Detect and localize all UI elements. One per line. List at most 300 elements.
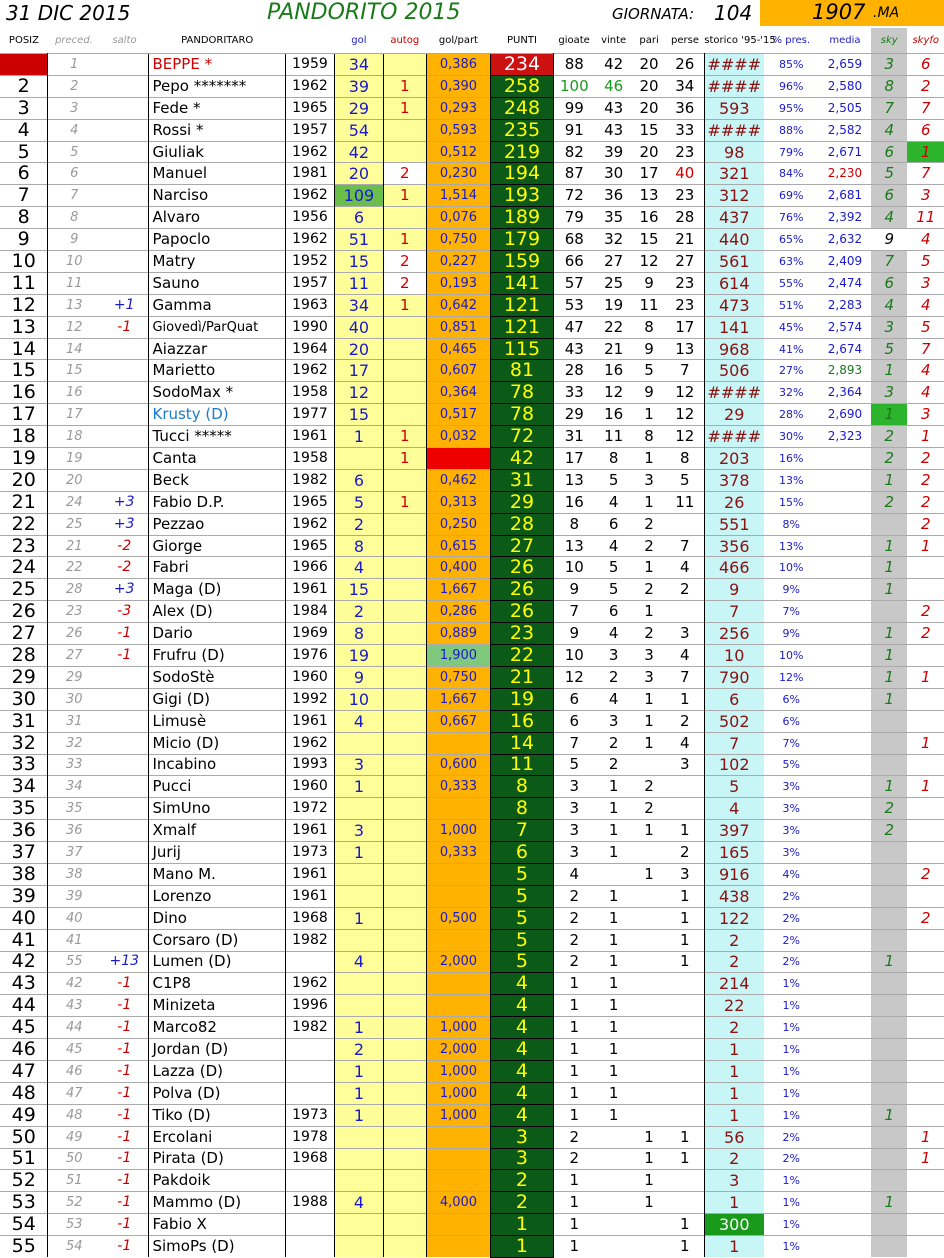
table-row[interactable]	[0, 1170, 944, 1192]
draws-cell: 1	[632, 557, 665, 579]
losses-cell: 3	[666, 754, 705, 776]
average-cell: 2,283	[819, 294, 871, 316]
table-row[interactable]	[0, 863, 944, 885]
rank-change-cell	[100, 207, 149, 229]
player-name-cell: Maga (D)	[149, 579, 285, 601]
col-header: gol	[351, 35, 367, 46]
own-goals-cell	[383, 207, 426, 229]
goals-cell: 8	[334, 623, 383, 645]
goals-cell: 8	[334, 535, 383, 557]
games-played-cell: 8	[553, 513, 595, 535]
goals-cell: 10	[334, 688, 383, 710]
wins-cell: 3	[595, 710, 633, 732]
table-row[interactable]	[0, 272, 944, 294]
goals-per-game-cell	[426, 1148, 491, 1170]
games-played-cell: 79	[553, 207, 595, 229]
historic-rank-cell: 2	[704, 1148, 763, 1170]
points-cell: 4	[491, 995, 554, 1017]
goals-cell: 9	[334, 666, 383, 688]
own-goals-cell	[383, 1039, 426, 1061]
ma-value: 1907	[812, 0, 866, 24]
player-name-cell: Pezzao	[149, 513, 285, 535]
historic-rank-cell: 397	[704, 820, 763, 842]
own-goals-cell	[383, 688, 426, 710]
historic-rank-cell: 214	[704, 973, 763, 995]
table-row[interactable]	[0, 666, 944, 688]
player-name-cell: Rossi *	[149, 119, 285, 141]
player-name-cell: Frufru (D)	[149, 645, 285, 667]
presence-pct-cell: 1%	[764, 1039, 819, 1061]
own-goals-cell	[383, 1104, 426, 1126]
sky-cell: 4	[871, 207, 907, 229]
points-cell: 179	[491, 229, 554, 251]
rank-change-cell: -3	[100, 601, 149, 623]
sky-cell: 1	[871, 666, 907, 688]
player-name-cell: Canta	[149, 448, 285, 470]
birth-year-cell: 1962	[285, 513, 334, 535]
table-row[interactable]	[0, 185, 944, 207]
points-cell: 19	[491, 688, 554, 710]
position-cell: 28	[0, 645, 48, 667]
average-cell: 2,392	[819, 207, 871, 229]
historic-rank-cell: 300	[704, 1214, 763, 1236]
skyfo-cell	[907, 1039, 944, 1061]
own-goals-cell	[383, 1060, 426, 1082]
games-played-cell: 2	[553, 1148, 595, 1170]
table-row[interactable]	[0, 951, 944, 973]
own-goals-cell: 1	[383, 97, 426, 119]
draws-cell: 1	[632, 491, 665, 513]
skyfo-cell: 3	[907, 185, 944, 207]
own-goals-cell: 2	[383, 272, 426, 294]
table-row[interactable]	[0, 97, 944, 119]
position-cell: 6	[0, 163, 48, 185]
position-cell: 39	[0, 885, 48, 907]
table-row[interactable]	[0, 448, 944, 470]
losses-cell: 34	[666, 75, 705, 97]
presence-pct-cell: 7%	[764, 601, 819, 623]
losses-cell: 4	[666, 732, 705, 754]
table-row[interactable]	[0, 995, 944, 1017]
points-cell: 14	[491, 732, 554, 754]
col-header: PUNTI	[507, 35, 537, 46]
skyfo-cell	[907, 1192, 944, 1214]
table-row[interactable]	[0, 251, 944, 273]
rank-change-cell	[100, 842, 149, 864]
birth-year-cell: 1961	[285, 863, 334, 885]
table-row[interactable]	[0, 513, 944, 535]
losses-cell	[666, 1082, 705, 1104]
birth-year-cell: 1990	[285, 316, 334, 338]
goals-per-game-cell: 0,750	[426, 666, 491, 688]
position-cell: 31	[0, 710, 48, 732]
table-row[interactable]	[0, 1104, 944, 1126]
table-row[interactable]	[0, 1148, 944, 1170]
points-cell: 81	[491, 360, 554, 382]
sheet-header	[0, 0, 944, 30]
draws-cell: 5	[632, 360, 665, 382]
wins-cell: 2	[595, 732, 633, 754]
birth-year-cell: 1976	[285, 645, 334, 667]
own-goals-cell	[383, 141, 426, 163]
points-cell: 23	[491, 623, 554, 645]
presence-pct-cell: 15%	[764, 491, 819, 513]
rank-change-cell	[100, 666, 149, 688]
table-row[interactable]	[0, 1039, 944, 1061]
sky-cell: 1	[871, 579, 907, 601]
losses-cell: 3	[666, 623, 705, 645]
table-row[interactable]	[0, 885, 944, 907]
presence-pct-cell: 51%	[764, 294, 819, 316]
player-name-cell: Lorenzo	[149, 885, 285, 907]
own-goals-cell	[383, 338, 426, 360]
historic-rank-cell: 2	[704, 929, 763, 951]
points-cell: 5	[491, 885, 554, 907]
draws-cell: 2	[632, 513, 665, 535]
goals-per-game-cell	[426, 1236, 491, 1258]
sky-cell: 1	[871, 404, 907, 426]
rank-change-cell	[100, 75, 149, 97]
points-cell: 42	[491, 448, 554, 470]
table-row[interactable]	[0, 1214, 944, 1236]
table-row[interactable]	[0, 1126, 944, 1148]
previous-position-cell: 38	[48, 863, 100, 885]
table-row[interactable]	[0, 75, 944, 97]
player-name-cell: Pirata (D)	[149, 1148, 285, 1170]
table-row[interactable]	[0, 907, 944, 929]
goals-cell: 4	[334, 710, 383, 732]
table-row[interactable]	[0, 776, 944, 798]
losses-cell	[666, 513, 705, 535]
col-header: vinte	[601, 35, 627, 46]
losses-cell: 8	[666, 448, 705, 470]
rank-change-cell: +3	[100, 513, 149, 535]
average-cell	[819, 557, 871, 579]
average-cell	[819, 951, 871, 973]
rank-change-cell: -1	[100, 1060, 149, 1082]
table-row[interactable]	[0, 382, 944, 404]
draws-cell: 20	[632, 75, 665, 97]
average-cell: 2,893	[819, 360, 871, 382]
average-cell	[819, 1192, 871, 1214]
rank-change-cell	[100, 404, 149, 426]
position-cell: 44	[0, 995, 48, 1017]
table-row[interactable]	[0, 535, 944, 557]
rank-change-cell	[100, 710, 149, 732]
points-cell: 5	[491, 863, 554, 885]
presence-pct-cell: 9%	[764, 579, 819, 601]
wins-cell: 4	[595, 623, 633, 645]
wins-cell: 16	[595, 404, 633, 426]
table-row[interactable]	[0, 732, 944, 754]
table-row[interactable]	[0, 491, 944, 513]
skyfo-cell	[907, 929, 944, 951]
table-row[interactable]	[0, 316, 944, 338]
skyfo-cell	[907, 842, 944, 864]
previous-position-cell: 50	[48, 1148, 100, 1170]
birth-year-cell: 1961	[285, 820, 334, 842]
sky-cell: 1	[871, 623, 907, 645]
table-row[interactable]	[0, 404, 944, 426]
goals-per-game-cell: 0,227	[426, 251, 491, 273]
giornata-label: GIORNATA:	[612, 5, 695, 23]
skyfo-cell	[907, 820, 944, 842]
table-row[interactable]	[0, 119, 944, 141]
losses-cell	[666, 776, 705, 798]
rank-change-cell: -2	[100, 535, 149, 557]
table-row[interactable]	[0, 929, 944, 951]
table-row[interactable]	[0, 469, 944, 491]
table-row[interactable]	[0, 1236, 944, 1258]
skyfo-cell: 1	[907, 1148, 944, 1170]
table-row[interactable]	[0, 557, 944, 579]
goals-per-game-cell: 1,667	[426, 688, 491, 710]
previous-position-cell: 13	[48, 294, 100, 316]
table-row[interactable]	[0, 426, 944, 448]
own-goals-cell: 1	[383, 491, 426, 513]
player-name-cell: Tucci *****	[149, 426, 285, 448]
own-goals-cell	[383, 1148, 426, 1170]
sky-cell: 8	[871, 75, 907, 97]
goals-cell: 19	[334, 645, 383, 667]
average-cell	[819, 995, 871, 1017]
table-row[interactable]	[0, 579, 944, 601]
historic-rank-cell: ####	[704, 426, 763, 448]
points-cell: 2	[491, 1170, 554, 1192]
player-name-cell: C1P8	[149, 973, 285, 995]
previous-position-cell: 21	[48, 535, 100, 557]
goals-per-game-cell: 4,000	[426, 1192, 491, 1214]
historic-rank-cell: 1	[704, 1192, 763, 1214]
position-cell: 25	[0, 579, 48, 601]
table-row[interactable]	[0, 1017, 944, 1039]
losses-cell: 4	[666, 645, 705, 667]
losses-cell	[666, 1060, 705, 1082]
table-row[interactable]	[0, 842, 944, 864]
average-cell	[819, 579, 871, 601]
average-cell: 2,671	[819, 141, 871, 163]
historic-rank-cell: 437	[704, 207, 763, 229]
skyfo-cell: 2	[907, 623, 944, 645]
points-cell: 235	[491, 119, 554, 141]
birth-year-cell: 1959	[285, 54, 334, 76]
table-row[interactable]	[0, 207, 944, 229]
own-goals-cell	[383, 1236, 426, 1258]
skyfo-cell	[907, 1170, 944, 1192]
previous-position-cell: 43	[48, 995, 100, 1017]
losses-cell: 2	[666, 710, 705, 732]
skyfo-cell: 11	[907, 207, 944, 229]
table-row[interactable]	[0, 1082, 944, 1104]
historic-rank-cell: 102	[704, 754, 763, 776]
goals-per-game-cell	[426, 929, 491, 951]
goals-cell	[334, 973, 383, 995]
sky-cell	[871, 710, 907, 732]
losses-cell: 17	[666, 316, 705, 338]
games-played-cell: 1	[553, 1082, 595, 1104]
losses-cell: 1	[666, 929, 705, 951]
previous-position-cell: 25	[48, 513, 100, 535]
sky-cell: 9	[871, 229, 907, 251]
wins-cell: 39	[595, 141, 633, 163]
losses-cell: 28	[666, 207, 705, 229]
rank-change-cell	[100, 229, 149, 251]
draws-cell: 12	[632, 251, 665, 273]
skyfo-cell: 2	[907, 491, 944, 513]
col-header: salto	[112, 35, 137, 46]
average-cell	[819, 1214, 871, 1236]
table-row[interactable]	[0, 1192, 944, 1214]
rank-change-cell	[100, 272, 149, 294]
presence-pct-cell: 2%	[764, 885, 819, 907]
previous-position-cell: 22	[48, 557, 100, 579]
sky-cell	[871, 842, 907, 864]
wins-cell: 8	[595, 448, 633, 470]
own-goals-cell	[383, 1017, 426, 1039]
previous-position-cell: 24	[48, 491, 100, 513]
losses-cell: 40	[666, 163, 705, 185]
wins-cell: 1	[595, 973, 633, 995]
col-header: % pres.	[772, 35, 811, 46]
table-row[interactable]	[0, 360, 944, 382]
column-header-row	[0, 28, 944, 54]
player-name-cell: Polva (D)	[149, 1082, 285, 1104]
player-name-cell: Micio (D)	[149, 732, 285, 754]
table-row[interactable]	[0, 820, 944, 842]
historic-rank-cell: 122	[704, 907, 763, 929]
goals-per-game-cell: 0,512	[426, 141, 491, 163]
goals-cell: 51	[334, 229, 383, 251]
wins-cell: 6	[595, 513, 633, 535]
goals-per-game-cell	[426, 1170, 491, 1192]
historic-rank-cell: 561	[704, 251, 763, 273]
goals-per-game-cell: 0,642	[426, 294, 491, 316]
draws-cell	[632, 973, 665, 995]
table-row[interactable]	[0, 294, 944, 316]
goals-cell: 6	[334, 469, 383, 491]
draws-cell: 1	[632, 710, 665, 732]
points-cell: 5	[491, 951, 554, 973]
points-cell: 27	[491, 535, 554, 557]
historic-rank-cell: 4	[704, 798, 763, 820]
historic-rank-cell: 968	[704, 338, 763, 360]
table-row[interactable]	[0, 754, 944, 776]
rank-change-cell: -1	[100, 1039, 149, 1061]
points-cell: 11	[491, 754, 554, 776]
position-cell: 53	[0, 1192, 48, 1214]
skyfo-cell: 7	[907, 163, 944, 185]
games-played-cell: 1	[553, 1170, 595, 1192]
table-row[interactable]	[0, 54, 944, 76]
presence-pct-cell: 8%	[764, 513, 819, 535]
sky-cell	[871, 1017, 907, 1039]
rank-change-cell	[100, 798, 149, 820]
games-played-cell: 9	[553, 623, 595, 645]
table-row[interactable]	[0, 645, 944, 667]
sky-cell	[871, 1082, 907, 1104]
position-cell: 33	[0, 754, 48, 776]
games-played-cell: 2	[553, 951, 595, 973]
games-played-cell: 4	[553, 863, 595, 885]
average-cell	[819, 1060, 871, 1082]
sky-cell	[871, 1039, 907, 1061]
historic-rank-cell: 1	[704, 1039, 763, 1061]
player-name-cell: SodoStè	[149, 666, 285, 688]
losses-cell	[666, 1104, 705, 1126]
table-row[interactable]	[0, 1060, 944, 1082]
player-name-cell: Limusè	[149, 710, 285, 732]
rank-change-cell	[100, 776, 149, 798]
table-row[interactable]	[0, 163, 944, 185]
table-row[interactable]	[0, 710, 944, 732]
goals-cell: 15	[334, 404, 383, 426]
sky-cell	[871, 732, 907, 754]
table-row[interactable]	[0, 338, 944, 360]
previous-position-cell: 37	[48, 842, 100, 864]
player-name-cell: Manuel	[149, 163, 285, 185]
table-row[interactable]	[0, 601, 944, 623]
presence-pct-cell: 96%	[764, 75, 819, 97]
col-header: sky	[871, 28, 907, 54]
historic-rank-cell: 466	[704, 557, 763, 579]
table-row[interactable]	[0, 973, 944, 995]
table-row[interactable]	[0, 798, 944, 820]
player-name-cell: Lumen (D)	[149, 951, 285, 973]
rank-change-cell: -1	[100, 1082, 149, 1104]
table-row[interactable]	[0, 623, 944, 645]
rank-change-cell: -1	[100, 316, 149, 338]
table-row[interactable]	[0, 141, 944, 163]
birth-year-cell: 1963	[285, 294, 334, 316]
points-cell: 3	[491, 1148, 554, 1170]
draws-cell: 2	[632, 623, 665, 645]
points-cell: 8	[491, 798, 554, 820]
wins-cell: 1	[595, 1060, 633, 1082]
previous-position-cell: 46	[48, 1060, 100, 1082]
skyfo-cell: 2	[907, 469, 944, 491]
presence-pct-cell: 32%	[764, 382, 819, 404]
wins-cell: 1	[595, 885, 633, 907]
position-cell: 46	[0, 1039, 48, 1061]
presence-pct-cell: 7%	[764, 732, 819, 754]
previous-position-cell: 10	[48, 251, 100, 273]
skyfo-cell	[907, 885, 944, 907]
col-header: skyfo	[912, 35, 939, 46]
sky-cell	[871, 863, 907, 885]
presence-pct-cell: 2%	[764, 929, 819, 951]
goals-cell	[334, 885, 383, 907]
losses-cell: 1	[666, 1214, 705, 1236]
previous-position-cell: 15	[48, 360, 100, 382]
skyfo-cell	[907, 688, 944, 710]
own-goals-cell	[383, 732, 426, 754]
historic-rank-cell: ####	[704, 54, 763, 76]
rank-change-cell	[100, 119, 149, 141]
losses-cell: 36	[666, 97, 705, 119]
historic-rank-cell: 7	[704, 732, 763, 754]
birth-year-cell: 1957	[285, 272, 334, 294]
table-row[interactable]	[0, 688, 944, 710]
goals-cell: 1	[334, 1017, 383, 1039]
losses-cell: 13	[666, 338, 705, 360]
wins-cell: 25	[595, 272, 633, 294]
table-row[interactable]	[0, 229, 944, 251]
points-cell: 121	[491, 294, 554, 316]
games-played-cell: 1	[553, 995, 595, 1017]
draws-cell: 3	[632, 666, 665, 688]
points-cell: 72	[491, 426, 554, 448]
col-header: PANDORITARO	[181, 35, 254, 46]
